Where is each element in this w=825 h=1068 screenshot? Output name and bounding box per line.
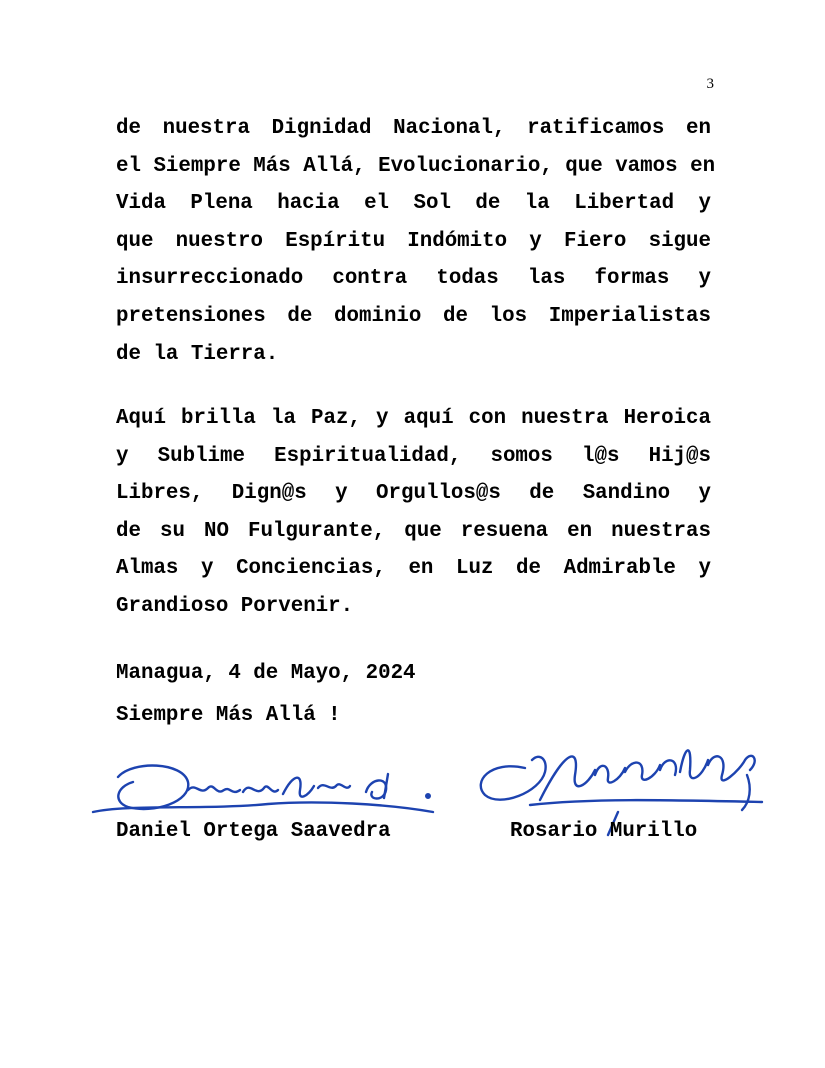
paragraph-line: Vida Plena hacia el Sol de la Libertad y	[116, 192, 711, 216]
paragraph-line: de nuestra Dignidad Nacional, ratificamos en	[116, 117, 711, 140]
paragraph-line: Libres, Dign@s y Orgullos@s de Sandino y	[116, 482, 711, 506]
paragraph-line: insurreccionado contra todas las formas y	[116, 267, 711, 291]
paragraph-line: Almas y Conciencias, en Luz de Admirable y	[116, 557, 711, 581]
paragraph-1	[116, 110, 716, 373]
paragraph-line: de la Tierra.	[116, 342, 279, 366]
paragraph-line: Aquí brilla la Paz, y aquí con nuestra Heroica	[116, 407, 711, 430]
paragraph-line: que nuestro Espíritu Indómito y Fiero sigue	[116, 229, 711, 253]
signature-right-name: Rosario Murillo	[510, 820, 698, 843]
paragraph-line: el Siempre Más Allá, Evolucionario, que vamos en	[116, 154, 716, 178]
page-number: 3	[706, 76, 714, 92]
motto: Siempre Más Allá !	[116, 704, 341, 727]
signature-left-image	[88, 752, 448, 827]
paragraph-line: Grandioso Porvenir.	[116, 594, 354, 618]
paragraph-line: pretensiones de dominio de los Imperialistas	[116, 304, 711, 328]
place-date: Managua, 4 de Mayo, 2024	[116, 662, 416, 685]
paragraph-line: y Sublime Espiritualidad, somos l@s Hij@s	[116, 444, 711, 468]
paragraph-line: de su NO Fulgurante, que resuena en nuestras	[116, 519, 711, 543]
paragraph-2	[116, 400, 711, 626]
signature-left-name: Daniel Ortega Saavedra	[116, 820, 391, 843]
